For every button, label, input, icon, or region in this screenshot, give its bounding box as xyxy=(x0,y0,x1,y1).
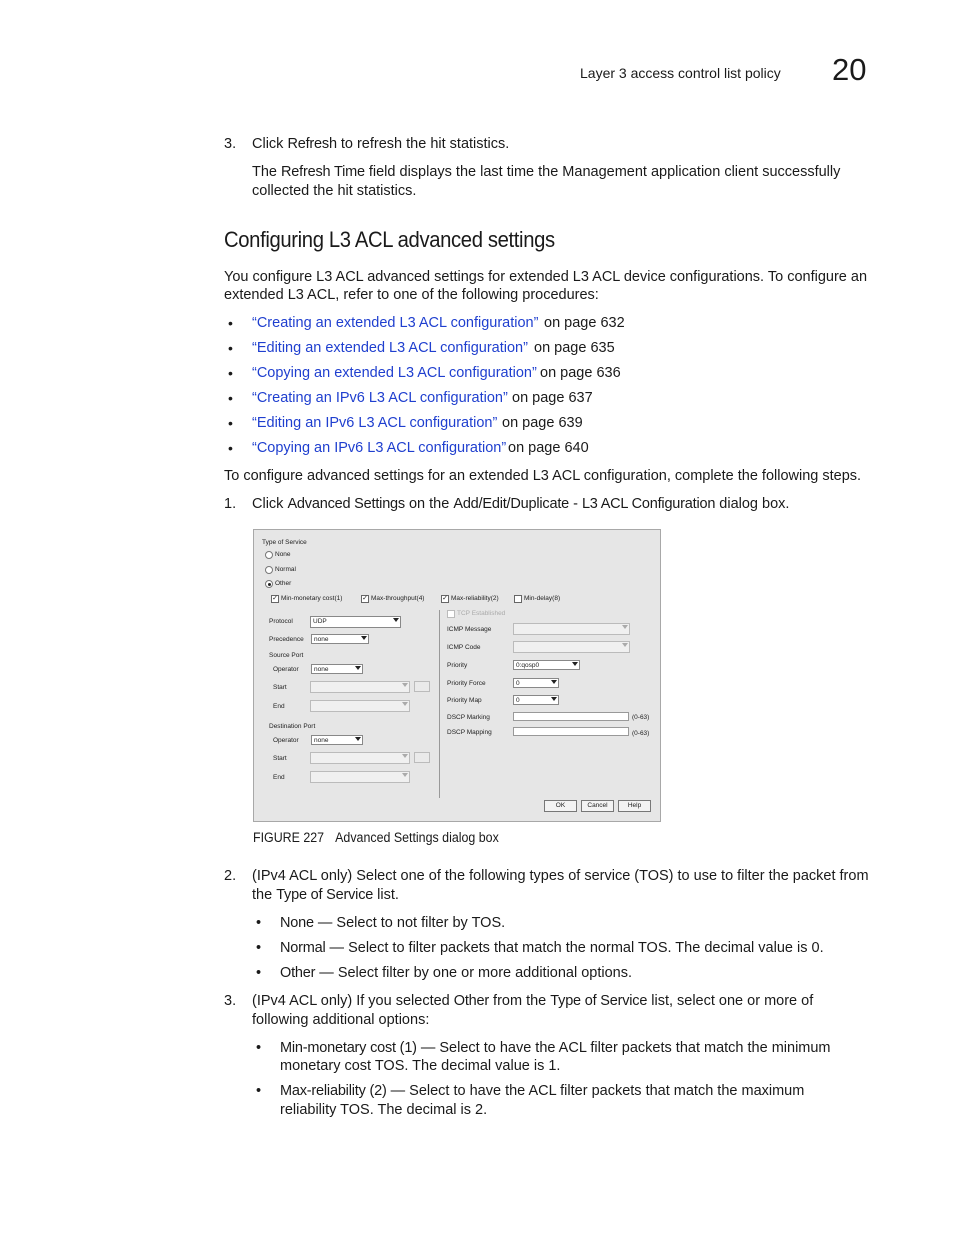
tos-label: Type of Service xyxy=(262,539,307,546)
radio-none-label: None xyxy=(275,551,291,558)
text: list. xyxy=(373,887,399,903)
source-port-label: Source Port xyxy=(269,652,304,659)
figure-caption xyxy=(253,830,499,845)
bullet-dot: • xyxy=(228,340,233,356)
bullet-dot: • xyxy=(228,390,233,406)
step-number: 3. xyxy=(224,993,237,1009)
ui-term: Advanced Settings xyxy=(287,496,405,512)
end-label: End xyxy=(273,703,285,710)
step-refresh-text xyxy=(252,135,509,154)
text: — Select to have the ACL filter packets that match the maximum xyxy=(386,1083,805,1099)
chevron-down-icon xyxy=(361,636,367,640)
step-number: 1. xyxy=(224,496,237,512)
list-item xyxy=(228,414,498,434)
source-operator-select[interactable] xyxy=(311,664,363,674)
chevron-down-icon xyxy=(622,625,628,629)
source-end-select[interactable] xyxy=(310,700,410,712)
cross-reference-link[interactable]: “Copying an extended L3 ACL configuration” xyxy=(252,365,537,381)
chapter-number: 20 xyxy=(832,52,867,87)
text: Click xyxy=(252,496,288,512)
radio-other[interactable] xyxy=(265,580,273,588)
radio-none[interactable] xyxy=(265,551,273,559)
ui-term: None xyxy=(280,915,314,931)
dscp-marking-range: (0-63) xyxy=(632,714,650,721)
bullet-dot: • xyxy=(256,940,262,956)
chevron-down-icon xyxy=(572,662,578,666)
chevron-down-icon xyxy=(355,737,361,741)
text: The xyxy=(252,164,282,180)
icmp-code-label: ICMP Code xyxy=(447,644,481,651)
checkbox-label: Min-monetary cost(1) xyxy=(281,595,343,602)
icmp-message-label: ICMP Message xyxy=(447,626,492,633)
text: Click xyxy=(252,136,288,152)
text: — Select to not filter by TOS. xyxy=(313,915,506,931)
priority-force-select[interactable] xyxy=(513,678,559,688)
text: — Select filter by one or more additional options. xyxy=(315,965,633,981)
advanced-settings-dialog xyxy=(253,529,661,822)
protocol-label: Protocol xyxy=(269,618,293,625)
text: list, select one or more of xyxy=(647,993,814,1009)
cross-reference-link[interactable]: “Copying an IPv6 L3 ACL configuration” xyxy=(252,440,507,456)
tos-bullet xyxy=(280,964,632,983)
list-item xyxy=(228,439,507,459)
steps-intro: To configure advanced settings for an extended L3 ACL configuration, complete the following steps. xyxy=(224,468,862,484)
tcp-established-label: TCP Established xyxy=(457,610,506,617)
list-item xyxy=(228,339,528,359)
ui-term: Other xyxy=(453,993,490,1009)
precedence-value: none xyxy=(314,636,329,643)
page-ref: on page 639 xyxy=(502,415,583,431)
step3-line2: following additional options: xyxy=(252,1012,430,1028)
icmp-code-select[interactable] xyxy=(513,641,630,653)
priority-force-value: 0 xyxy=(516,680,520,687)
ui-term: Type of Service xyxy=(550,993,648,1009)
cancel-button[interactable]: Cancel xyxy=(581,800,614,812)
start-label: Start xyxy=(273,755,287,762)
step-number: 3. xyxy=(224,136,237,152)
dscp-mapping-label: DSCP Mapping xyxy=(447,729,492,736)
checkbox-label: Max-throughput(4) xyxy=(371,595,425,602)
icmp-message-select[interactable] xyxy=(513,623,630,635)
step-number: 2. xyxy=(224,868,237,884)
page-ref: on page 640 xyxy=(508,440,589,456)
figure-title: Advanced Settings dialog box xyxy=(335,830,499,845)
step1-text xyxy=(252,495,789,514)
running-header-title: Layer 3 access control list policy xyxy=(580,65,781,81)
list-item xyxy=(228,389,508,409)
text: dialog box. xyxy=(715,496,790,512)
bullet-dot: • xyxy=(256,1040,262,1056)
option-bullet-line2: monetary cost TOS. The decimal value is 1. xyxy=(280,1058,561,1074)
ui-term: Min-monetary cost (1) xyxy=(280,1040,417,1056)
ui-term: Max-reliability (2) xyxy=(280,1083,387,1099)
chevron-down-icon xyxy=(551,680,557,684)
precedence-label: Precedence xyxy=(269,636,304,643)
ui-term: Normal xyxy=(280,940,326,956)
dest-start-button[interactable] xyxy=(414,752,430,763)
start-label: Start xyxy=(273,684,287,691)
priority-map-value: 0 xyxy=(516,697,520,704)
dscp-mapping-range: (0-63) xyxy=(632,730,650,737)
text: - xyxy=(569,496,582,512)
cross-reference-link[interactable]: “Creating an extended L3 ACL configuration” xyxy=(252,315,539,331)
cross-reference-link[interactable]: “Creating an IPv6 L3 ACL configuration” xyxy=(252,390,508,406)
option-bullet-line1 xyxy=(280,1039,831,1058)
tos-bullet xyxy=(280,914,505,933)
text: from the xyxy=(489,993,551,1009)
operator-value: none xyxy=(314,666,329,673)
precedence-select[interactable] xyxy=(311,634,369,644)
priority-label: Priority xyxy=(447,662,468,669)
ui-term: Add/Edit/Duplicate xyxy=(453,496,570,512)
tos-bullet xyxy=(280,939,824,958)
checkbox-label: Max-reliability(2) xyxy=(451,595,499,602)
radio-other-label: Other xyxy=(275,580,292,587)
text: — Select to have the ACL filter packets that match the minimum xyxy=(416,1040,831,1056)
chevron-down-icon xyxy=(402,702,408,706)
checkbox-label: Min-delay(8) xyxy=(524,595,561,602)
refresh-paragraph-line2: collected the hit statistics. xyxy=(252,183,417,199)
bullet-dot: • xyxy=(228,315,233,331)
priority-select[interactable] xyxy=(513,660,580,670)
priority-map-label: Priority Map xyxy=(447,697,482,704)
chevron-down-icon xyxy=(402,754,408,758)
list-item xyxy=(228,364,537,384)
ui-term: Refresh Time xyxy=(281,164,365,180)
dest-end-select[interactable] xyxy=(310,771,410,783)
chevron-down-icon xyxy=(355,666,361,670)
text: (IPv4 ACL only) If you selected xyxy=(252,993,454,1009)
source-start-select[interactable] xyxy=(310,681,410,693)
figure-number: FIGURE 227 xyxy=(253,830,325,845)
text: to refresh the hit statistics. xyxy=(336,136,510,152)
help-button[interactable]: Help xyxy=(618,800,651,812)
intro-line1: You configure L3 ACL advanced settings for extended L3 ACL device configurations. To configure an xyxy=(224,269,868,285)
dest-start-select[interactable] xyxy=(310,752,410,764)
checkbox-tcp-established[interactable] xyxy=(447,610,455,618)
ui-term: Type of Service xyxy=(276,887,374,903)
protocol-select[interactable] xyxy=(310,616,401,628)
radio-normal[interactable] xyxy=(265,566,273,574)
operator-label: Operator xyxy=(273,737,299,744)
chevron-down-icon xyxy=(551,697,557,701)
text: field displays the last time the Management application client successfully xyxy=(364,164,841,180)
source-start-button[interactable] xyxy=(414,681,430,692)
bullet-dot: • xyxy=(256,965,262,981)
chevron-down-icon xyxy=(393,618,399,622)
destination-port-label: Destination Port xyxy=(269,723,316,730)
checkbox-max-reliability[interactable]: ✓ xyxy=(442,595,448,602)
chevron-down-icon xyxy=(622,643,628,647)
protocol-value: UDP xyxy=(313,618,327,625)
cross-reference-link[interactable]: “Editing an IPv6 L3 ACL configuration” xyxy=(252,415,498,431)
bullet-dot: • xyxy=(256,1083,262,1099)
page-ref: on page 636 xyxy=(540,365,621,381)
step2-line1: (IPv4 ACL only) Select one of the following types of service (TOS) to use to filter the packet from xyxy=(252,868,869,884)
ok-button[interactable]: OK xyxy=(544,800,577,812)
page-ref: on page 632 xyxy=(544,315,625,331)
chevron-down-icon xyxy=(402,683,408,687)
bullet-dot: • xyxy=(228,365,233,381)
step2-line2 xyxy=(252,886,399,905)
operator-label: Operator xyxy=(273,666,299,673)
priority-map-select[interactable] xyxy=(513,695,559,705)
dscp-marking-label: DSCP Marking xyxy=(447,714,490,721)
option-bullet-line2: reliability TOS. The decimal is 2. xyxy=(280,1102,488,1118)
checkbox-min-delay[interactable] xyxy=(514,595,522,603)
radio-normal-label: Normal xyxy=(275,566,296,573)
page-ref: on page 637 xyxy=(512,390,593,406)
text: the xyxy=(252,887,277,903)
column-divider xyxy=(439,610,440,798)
option-bullet-line1 xyxy=(280,1082,804,1101)
section-heading: Configuring L3 ACL advanced settings xyxy=(224,227,555,252)
bullet-dot: • xyxy=(256,915,262,931)
bullet-dot: • xyxy=(228,415,233,431)
dest-operator-select[interactable] xyxy=(311,735,363,745)
checkbox-max-throughput[interactable]: ✓ xyxy=(362,595,368,602)
page-ref: on page 635 xyxy=(534,340,615,356)
text: — Select to filter packets that match the normal TOS. The decimal value is 0. xyxy=(325,940,824,956)
text: on the xyxy=(404,496,454,512)
step3-line1 xyxy=(252,992,813,1011)
ui-term: Other xyxy=(280,965,316,981)
checkbox-min-monetary[interactable]: ✓ xyxy=(272,595,278,602)
cross-reference-link[interactable]: “Editing an extended L3 ACL configuration” xyxy=(252,340,528,356)
chevron-down-icon xyxy=(402,773,408,777)
ui-term: Refresh xyxy=(287,136,337,152)
priority-force-label: Priority Force xyxy=(447,680,486,687)
ui-term: L3 ACL Configuration xyxy=(581,496,716,512)
dscp-marking-input[interactable] xyxy=(513,712,629,721)
intro-line2: extended L3 ACL, refer to one of the following procedures: xyxy=(224,287,599,303)
end-label: End xyxy=(273,774,285,781)
list-item xyxy=(228,314,539,334)
refresh-paragraph-line1 xyxy=(252,163,840,182)
priority-value: 0:qosp0 xyxy=(516,662,540,669)
operator-value: none xyxy=(314,737,329,744)
bullet-dot: • xyxy=(228,440,233,456)
dscp-mapping-input[interactable] xyxy=(513,727,629,736)
